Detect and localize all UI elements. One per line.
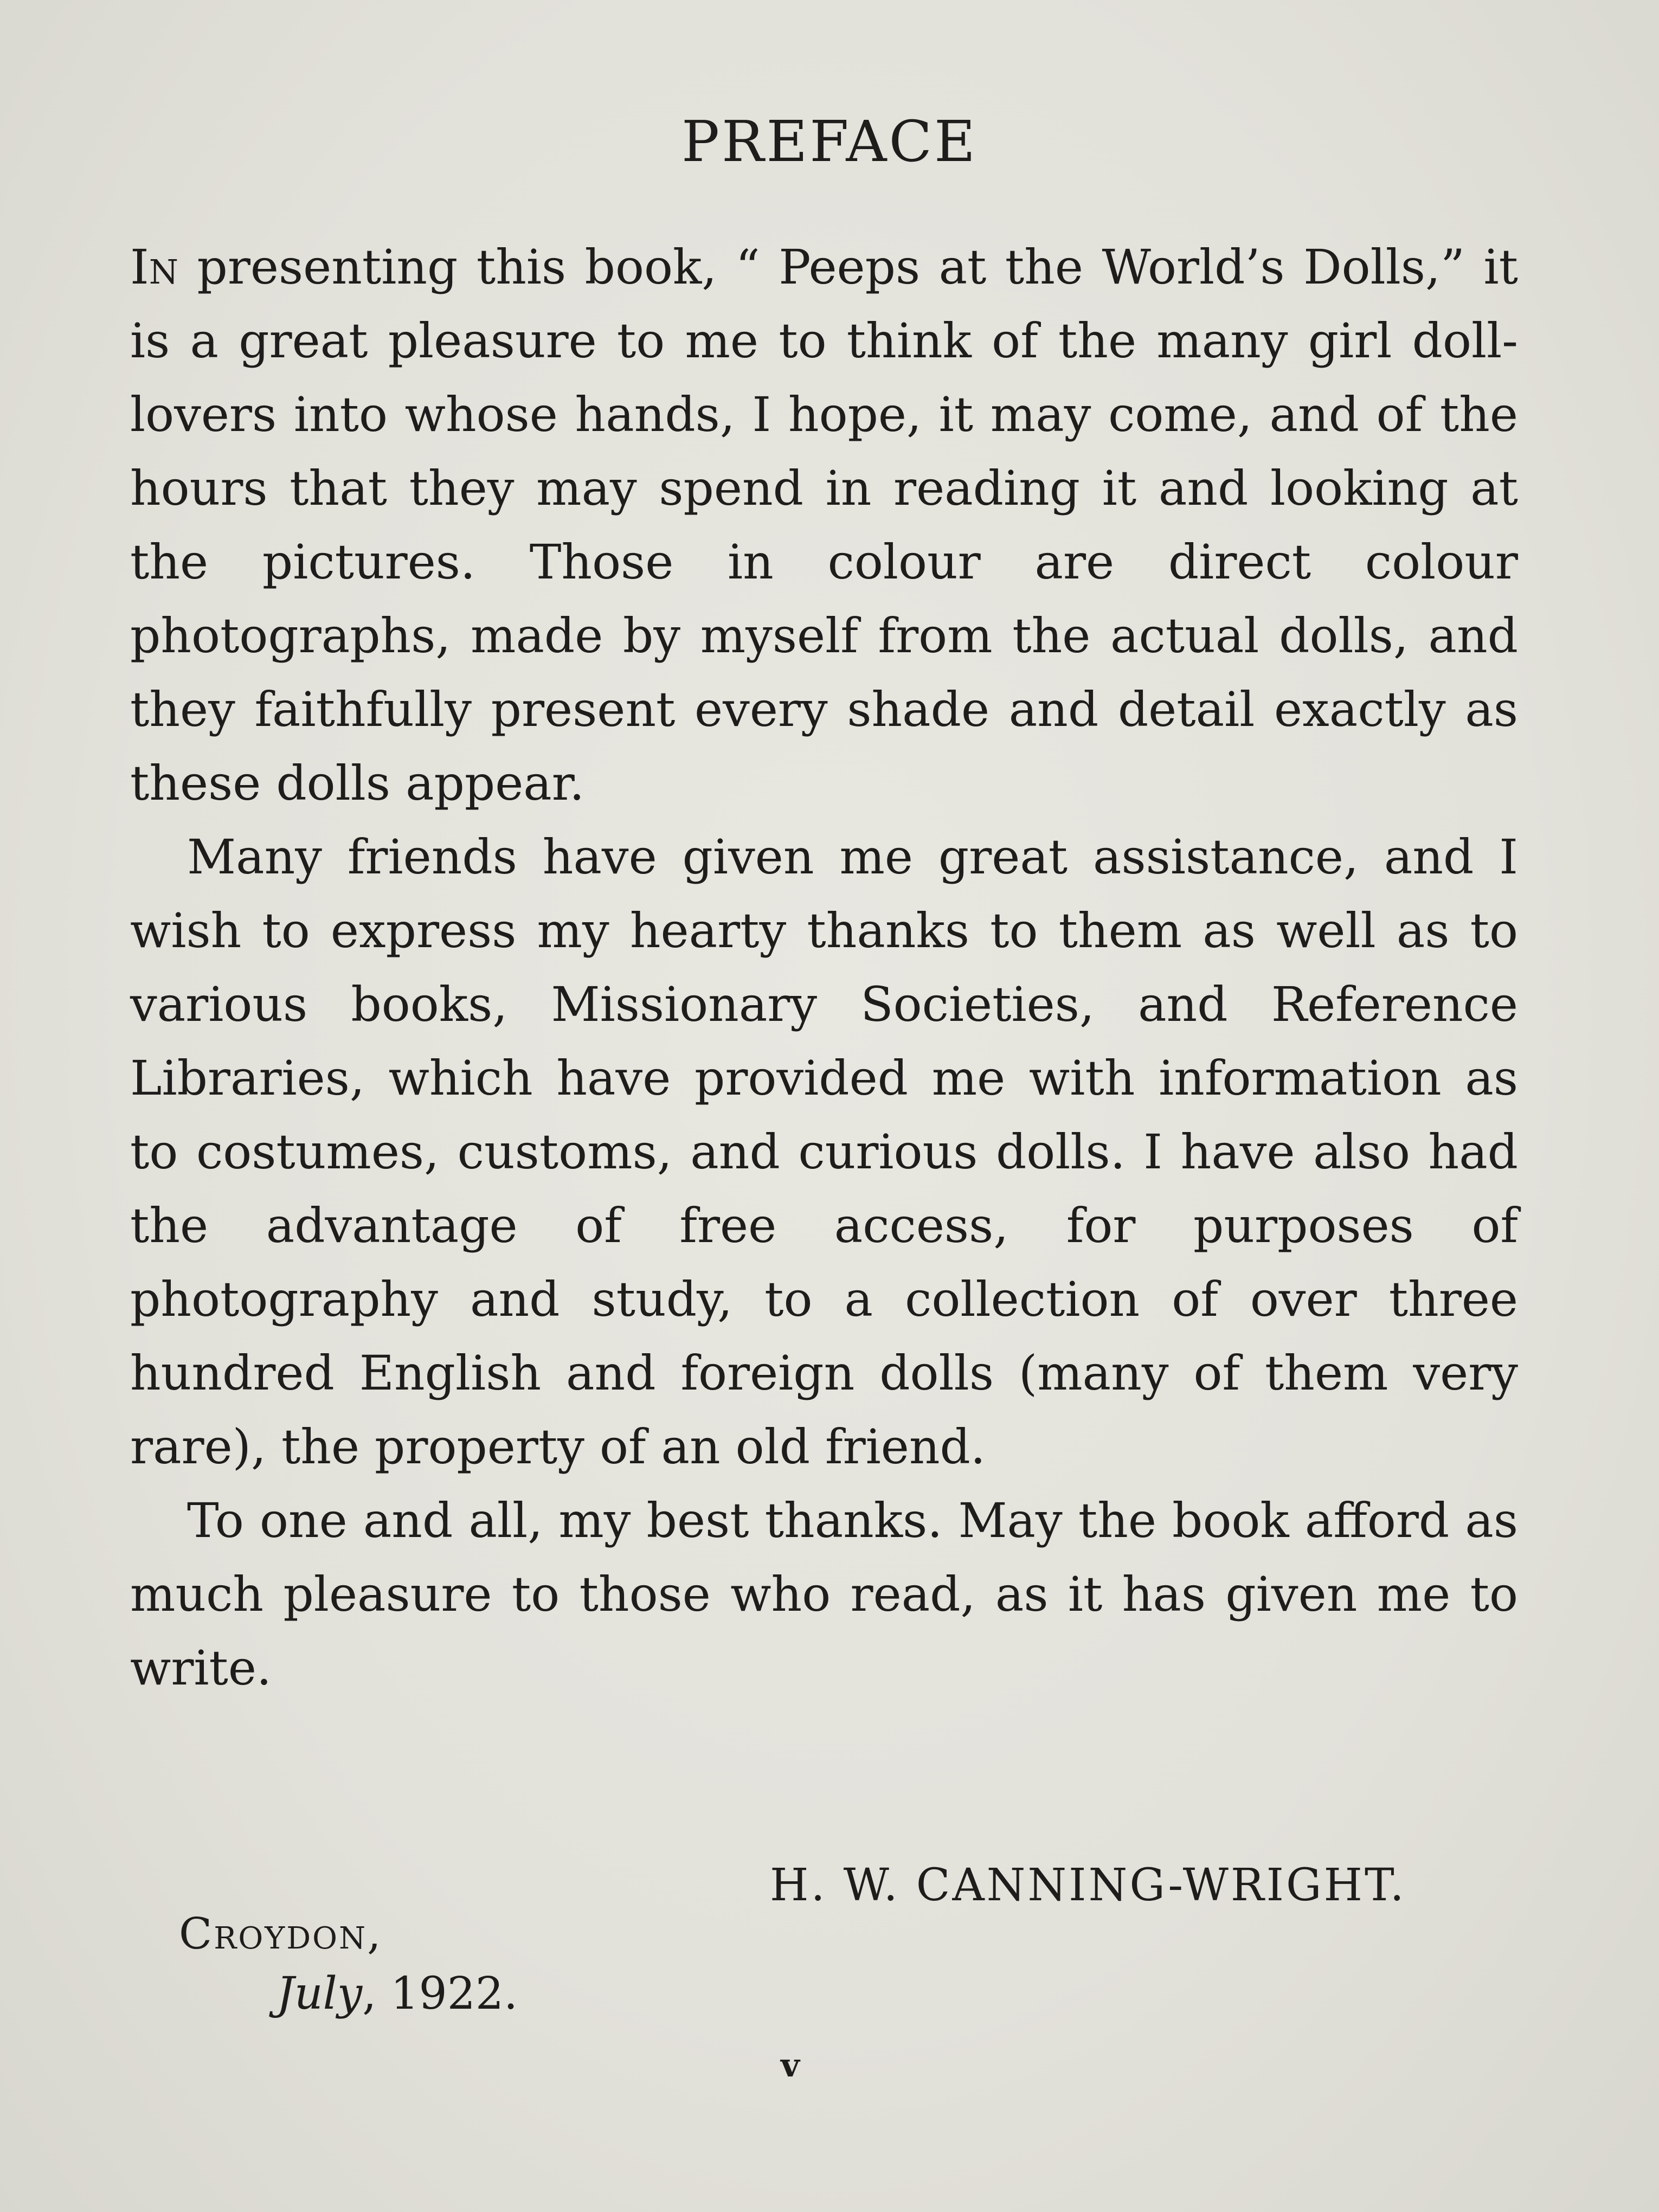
paragraph-1-text: presenting this book, “ Peeps at the World’s Dolls,” it is a great pleasure to me to think of the many girl doll-lovers into whose hands, I hope, it may come, and of the hours that they may spend in reading it and looking at the pictures. Those in colour are direct colour photographs, made by myself from the actual dolls, and they faithfully present every shade and detail exactly as these dolls appear. xyxy=(130,239,1518,811)
paragraph-1-lead-in: In xyxy=(130,239,179,295)
paragraph-2: Many friends have given me great assistance, and I wish to express my hearty thanks to them as well as to various books, Missionary Societies, and Reference Libraries, which have provided me with information as to costumes, customs, and curious dolls. I have also had the advantage of free access, for purposes of photography and study, to a collection of over three hundred English and foreign dolls (many of them very rare), the property of an old friend. xyxy=(130,829,1518,1475)
paragraph-3: To one and all, my best thanks. May the book afford as much pleasure to those who read, as it has given me to write. xyxy=(130,1493,1518,1696)
page-title: PREFACE xyxy=(681,108,978,175)
preface-body xyxy=(130,230,1518,1705)
date-year: , 1922. xyxy=(362,1968,518,2020)
date-month: July xyxy=(276,1968,363,2020)
date-line xyxy=(276,1968,518,2020)
page-number: v xyxy=(781,2047,800,2085)
author-signature: H. W. CANNING-WRIGHT. xyxy=(770,1860,1406,1911)
place-name: Croydon, xyxy=(179,1908,383,1959)
paragraph-1 xyxy=(130,230,1518,820)
